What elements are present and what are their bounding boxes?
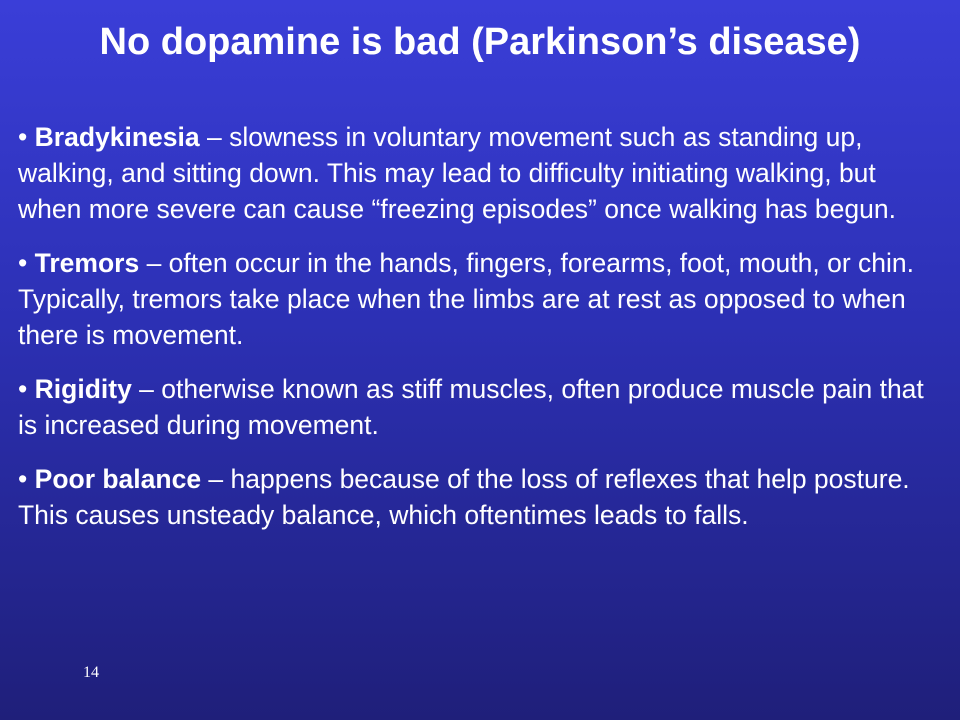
- bullet-list: [18, 119, 943, 551]
- bullet-term: Tremors: [34, 248, 140, 278]
- bullet-term: Rigidity: [34, 374, 132, 404]
- bullet-term: Poor balance: [34, 464, 202, 494]
- bullet-marker: •: [18, 248, 35, 278]
- bullet-marker: •: [18, 122, 35, 152]
- bullet-marker: •: [18, 374, 35, 404]
- slide-title: No dopamine is bad (Parkinson’s disease): [99, 21, 861, 63]
- page-number: 14: [83, 664, 99, 681]
- bullet-bradykinesia: [18, 119, 943, 227]
- bullet-text: – slowness in voluntary movement such as standing up, walking, and sitting down. This may lead to difficulty initiating walking, but when more severe can cause “freezing episodes” once walking has begun.: [18, 122, 896, 224]
- bullet-text: – often occur in the hands, fingers, forearms, foot, mouth, or chin. Typically, tremors take place when the limbs are at rest as opposed to when there is movement.: [18, 248, 915, 350]
- bullet-marker: •: [18, 464, 35, 494]
- bullet-tremors: [18, 245, 943, 353]
- bullet-rigidity: [18, 371, 943, 443]
- bullet-term: Bradykinesia: [34, 122, 200, 152]
- bullet-text: – otherwise known as stiff muscles, often produce muscle pain that is increased during movement.: [18, 374, 924, 440]
- bullet-poor-balance: [18, 461, 943, 533]
- bullet-text: – happens because of the loss of reflexes that help posture. This causes unsteady balance, which oftentimes leads to falls.: [18, 464, 910, 530]
